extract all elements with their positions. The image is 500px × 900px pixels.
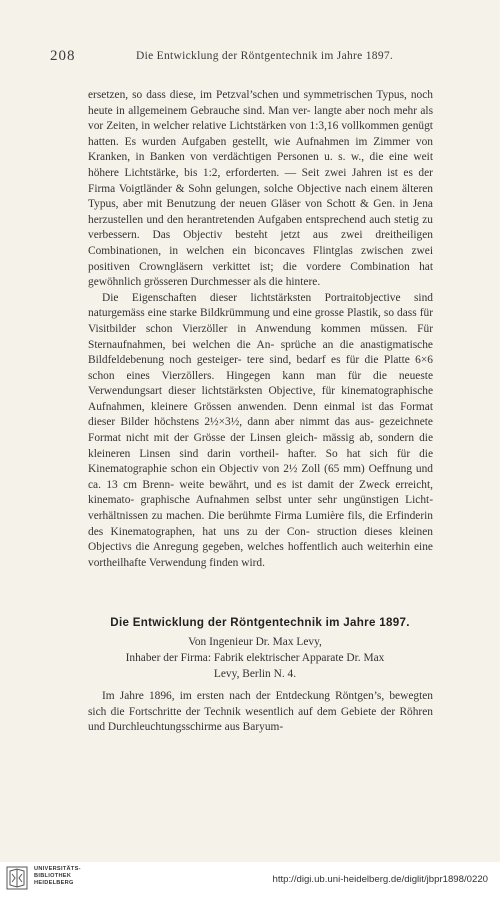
digitization-url-link[interactable]: http://digi.ub.uni-heidelberg.de/diglit/jbpr1898/0220 <box>272 874 488 885</box>
text-line: finden wird. <box>209 556 265 569</box>
article-paragraph <box>88 689 433 736</box>
text-line: verbessern. Das Objectiv besteht jetzt aus zwei dreitheiligen <box>88 229 433 242</box>
paragraph-continued <box>88 88 433 291</box>
library-name <box>34 866 81 888</box>
text-line: graphische Aufnahmen selbst unter sehr ungünstigen Licht- <box>140 494 433 507</box>
article-body <box>88 689 433 736</box>
text-line: neuen Gläser von Schott & Gen. in Jena herzustellen und <box>88 198 433 226</box>
text-line: kommen müssen. Für Sternaufnahmen, bei welchen die An- <box>88 322 433 351</box>
text-line: Combinationen, in welchen ein biconcaves Flintglas zwischen <box>88 244 404 257</box>
article-heading: Die Entwicklung der Röntgentechnik im Jahre 1897. <box>110 616 410 629</box>
library-name-line: HEIDELBERG <box>34 880 74 887</box>
author-line: Von Ingenieur Dr. Max Levy, <box>188 636 322 648</box>
text-line: ersetzen, so dass diese, im Petzval’schen und symmetrischen <box>88 89 373 101</box>
university-library-logo-icon <box>6 866 28 890</box>
text-line: hoffentlich auch weiterhin eine vortheilhafte Verwendung <box>88 541 433 569</box>
author-address-line: Levy, Berlin N. 4. <box>213 668 297 680</box>
text-line: lichtstärksten Objective, für kinematographische Aufnahmen, <box>88 385 433 413</box>
text-line: Objective nach einem älteren Typus, aber mit Benutzung der <box>88 182 433 211</box>
text-line: struction dieses kleinen Objectivs die Anregung gegeben, welches <box>88 525 433 554</box>
text-line: Hingegen kann man für die neueste Verwendungsart dieser <box>88 369 433 398</box>
text-line: Plastik, so dass für Visitbilder schon Vierzöller in Anwendung <box>88 307 433 335</box>
text-line: hafter. So hat sich für die Kinematographie schon ein <box>88 447 433 476</box>
text-line: ist es der Firma Voigtländer & Sohn gelungen, solche <box>88 166 433 195</box>
page-number: 208 <box>50 48 76 64</box>
running-head <box>50 48 430 70</box>
paragraph-eigenschaften <box>88 291 433 572</box>
text-line: sind naturgemäss eine starke Bildkrümmung und eine grosse <box>88 291 433 320</box>
text-line: dieser Bilder höchstens 2½×3½, dann aber nimmt das aus- <box>88 416 374 429</box>
author-affiliation-line: Inhaber der Firma: Fabrik elektrischer Apparate Dr. Max <box>125 652 385 664</box>
text-line: Aufgaben gestellt, wie Aufnahmen im Zimmer von Kranken, <box>88 135 433 164</box>
library-name-line: UNIVERSITÄTS- <box>34 866 81 872</box>
text-line: den herantretenden Aufgaben entsprechend auch stetig zu <box>166 213 433 226</box>
text-line: höhere Lichtstärke, bis 1:2, erforderten. — Seit zwei Jahren <box>88 166 382 179</box>
text-line: Im Jahre 1896, im ersten nach der Entdeckung Röntgen’s, <box>102 690 385 702</box>
text-line: in Banken von verdächtigen Personen u. s. w., die eine weit <box>135 151 433 164</box>
text-line: verhältnissen zu machen. Die berühmte Firma Lumière fils, <box>88 510 366 523</box>
text-line: weite bewährt, und es ist damit der Zweck erreicht, kinemato- <box>88 478 433 507</box>
text-line: tere sind, bedarf es für die Platte 6×6 schon eines Vierzöllers. <box>88 354 433 382</box>
text-line: Typus, noch heute in allgemeinem Gebrauche sind. Man ver- <box>88 89 433 117</box>
text-line: Objectiv von 2½ Zoll (65 mm) Oeffnung und ca. 13 cm Brenn- <box>88 463 433 491</box>
body-text <box>88 88 433 571</box>
text-line: die Erfinderin des Kinematographen, hat uns zu der Con- <box>88 510 433 538</box>
library-name-line: BIBLIOTHEK <box>34 873 72 880</box>
text-line: Gebiete der Röhren und Durchleuchtungsschirme aus Baryum- <box>88 705 433 734</box>
text-line: gezeichnete Format nicht mit der Grösse der Linsen gleich- <box>88 416 433 445</box>
text-line: bewegten sich die Fortschritte der Technik wesentlich auf dem <box>88 690 433 718</box>
text-line: sprüche an die anastigmatische Bildfeldebenung noch gesteiger- <box>88 338 433 367</box>
text-line: Die Eigenschaften dieser lichtstärksten Portraitobjective <box>102 291 401 304</box>
text-line: kleinere Grössen anwenden. Denn einmal ist das Format <box>150 400 433 413</box>
text-line: langte aber noch mehr als vor Zeiten, in welcher relative <box>88 104 433 133</box>
text-line: zwei positiven Crowngläsern verkittet ist; die vordere Combination <box>88 244 433 273</box>
running-title: Die Entwicklung der Röntgentechnik im Jahre 1897. <box>136 50 394 62</box>
text-line: hat gewöhnlich grösseren Durchmesser als die hintere. <box>88 260 433 289</box>
text-line: mässig ab, sondern die kleineren Linsen sind darin vortheil- <box>88 432 434 460</box>
text-line: Lichtstärken von 1:3,16 vollkommen genügt hatten. Es wurden <box>88 120 433 148</box>
